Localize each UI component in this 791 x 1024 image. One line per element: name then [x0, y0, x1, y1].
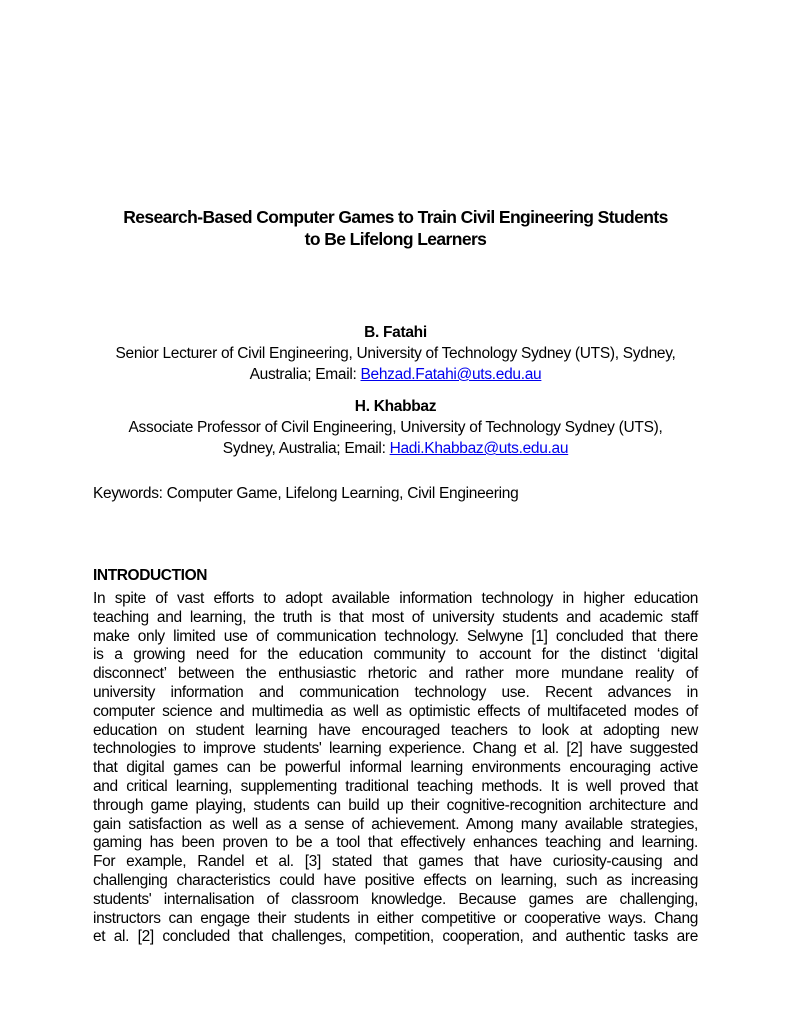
title-line-1: Research-Based Computer Games to Train Civil Engineering Students [123, 207, 668, 227]
paragraph-line: university information and communication technology use. Recent advances in [93, 683, 698, 701]
paragraph-line: et al. [2] concluded that challenges, competition, cooperation, and authentic tasks are [93, 928, 698, 946]
paragraph-line: disconnect’ between the enthusiastic rhetoric and rather more mundane reality of [93, 665, 698, 683]
paragraph-line: that digital games can be powerful informal learning environments encouraging active [93, 759, 698, 777]
paragraph-line: technologies to improve students' learning experience. Chang et al. [2] have suggested [93, 740, 698, 758]
paragraph-line: teaching and learning, the truth is that most of university students and academic staff [93, 608, 698, 626]
author-email-link[interactable]: Hadi.Khabbaz@uts.edu.au [389, 440, 569, 457]
paragraph-line: and critical learning, supplementing traditional teaching methods. It is well proved that [93, 777, 698, 795]
author-email-link[interactable]: Behzad.Fatahi@uts.edu.au [360, 366, 542, 383]
affiliation-prefix: Australia; Email: [249, 366, 361, 383]
title-line-2: to Be Lifelong Learners [304, 229, 487, 249]
author-name: B. Fatahi [364, 324, 427, 341]
paragraph-line: computer science and multimedia as well as optimistic effects of multifaceted modes of [93, 702, 698, 720]
author-name: H. Khabbaz [354, 398, 437, 415]
paragraph-line: is a growing need for the education community to account for the distinct ‘digital [93, 646, 698, 664]
section-heading-introduction: INTRODUCTION [93, 567, 208, 584]
author-affiliation: Associate Professor of Civil Engineering, University of Technology Sydney (UTS), [128, 419, 663, 436]
paragraph-line: challenging characteristics could have positive effects on learning, such as increasing [93, 871, 698, 889]
paragraph-line: through game playing, students can build up their cognitive-recognition architecture and [93, 796, 698, 814]
author-affiliation-contact [60, 364, 731, 385]
introduction-body [93, 590, 698, 947]
author-affiliation-contact [60, 438, 731, 459]
author-block-fatahi [60, 322, 731, 385]
affiliation-prefix: Sydney, Australia; Email: [222, 440, 390, 457]
paragraph-line: For example, Randel et al. [3] stated that games that have curiosity-causing and [93, 853, 698, 871]
keywords-line: Keywords: Computer Game, Lifelong Learning, Civil Engineering [93, 485, 519, 502]
paper-title [60, 206, 731, 250]
paragraph-line: students' internalisation of classroom knowledge. Because games are challenging, [93, 890, 698, 908]
author-affiliation: Senior Lecturer of Civil Engineering, University of Technology Sydney (UTS), Sydney, [115, 345, 676, 362]
paragraph-line: instructors can engage their students in either competitive or cooperative ways. Chang [93, 909, 698, 927]
author-block-khabbaz [60, 396, 731, 459]
paragraph-line: gain satisfaction as well as a sense of achievement. Among many available strategies, [93, 815, 698, 833]
paragraph-line: education on student learning have encouraged teachers to look at adopting new [93, 721, 698, 739]
paragraph-line: gaming has been proven to be a tool that effectively enhances teaching and learning. [93, 834, 698, 852]
paragraph-line: In spite of vast efforts to adopt available information technology in higher education [93, 590, 698, 607]
paragraph-line: make only limited use of communication technology. Selwyne [1] concluded that there [93, 627, 698, 645]
